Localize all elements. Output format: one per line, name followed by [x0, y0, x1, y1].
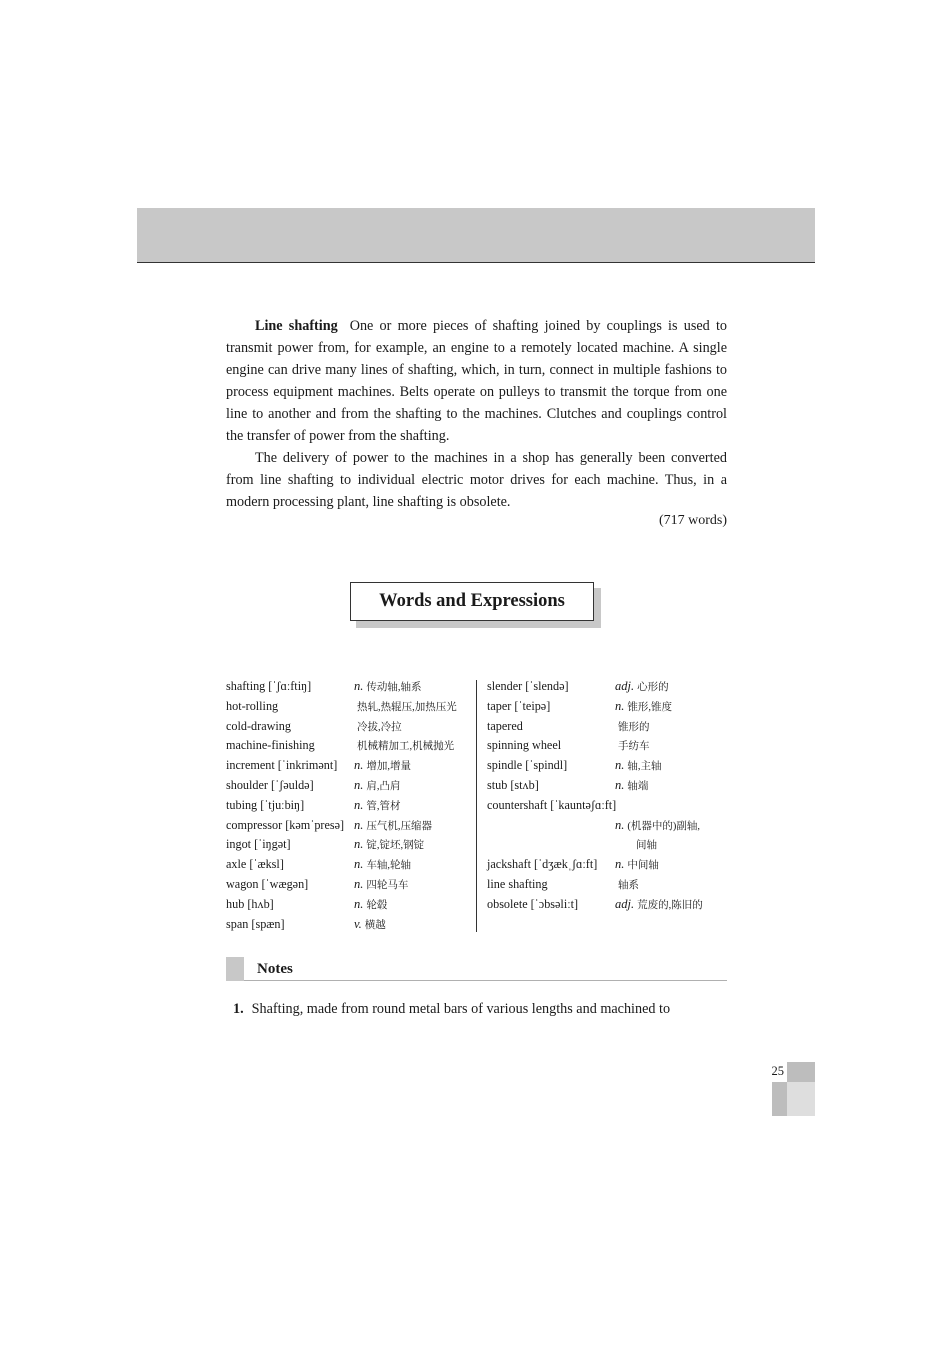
vocab-entry	[226, 915, 470, 935]
vocab-word: cold-drawing	[226, 718, 291, 733]
vocab-entry	[487, 717, 727, 737]
note-text: Shafting, made from round metal bars of various lengths and machined to	[251, 1001, 671, 1017]
page-decor-square	[787, 1082, 815, 1116]
vocab-definition: adj. 荒废的,陈旧的	[615, 896, 703, 911]
vocab-definition: n. 四轮马车	[354, 876, 409, 891]
word-count: (717 words)	[658, 513, 727, 528]
vocab-entry	[487, 835, 727, 855]
vocab-definition: n. 肩,凸肩	[354, 777, 401, 792]
vocab-entry	[226, 816, 470, 836]
vocab-word: obsolete [ˈɔbsəliːt]	[487, 896, 579, 911]
vocab-word: countershaft [ˈkauntəʃɑːft]	[487, 797, 617, 812]
paragraph-1-text: One or more pieces of shafting joined by couplings is used to transmit power from, for example, an engine to a remotely located machine. A single engine can drive many lines of shafting, which, in turn, connect in multiple fashions to process equipment machines. Belts operate on pulleys to transmit the torque from one line to another and from the shafting to the machines. Clutches and couplings control the transfer of power from the shafting.	[226, 318, 727, 444]
notes-rule	[244, 980, 727, 981]
vocab-word: span [spæn]	[226, 916, 285, 931]
vocab-word: increment [ˈinkrimənt]	[226, 758, 338, 773]
note-number: 1.	[233, 1001, 244, 1017]
vocab-word: spindle [ˈspindl]	[487, 758, 568, 773]
vocab-word: machine-finishing	[226, 738, 315, 753]
vocab-word: slender [ˈslendə]	[487, 679, 569, 693]
vocab-word: line shafting	[487, 876, 548, 891]
vocab-definition: 间轴	[636, 840, 657, 852]
vocab-definition: n. 管,管材	[354, 797, 401, 812]
page-number: 25	[771, 1064, 784, 1078]
page-decor-square	[772, 1082, 787, 1116]
section-title-words-and-expressions: Words and Expressions	[350, 582, 594, 621]
vocab-word: hub [hʌb]	[226, 896, 274, 911]
vocab-entry	[226, 776, 470, 796]
vocab-definition: n. 增加,增量	[354, 758, 411, 773]
paragraph-power-delivery	[226, 447, 727, 513]
vocab-entry	[226, 677, 470, 697]
vocab-definition	[615, 796, 618, 817]
vocab-entry	[487, 875, 727, 895]
vocab-word: wagon [ˈwægən]	[226, 876, 309, 891]
vocab-entry	[487, 895, 727, 915]
vocab-definition: n. 传动轴,轴系	[354, 679, 422, 693]
vocab-word: tapered	[487, 718, 523, 733]
vocab-entry	[487, 697, 727, 717]
vocab-entry	[487, 756, 727, 776]
vocab-definition: n. 轴端	[615, 777, 649, 792]
note-item-1	[233, 998, 727, 1020]
notes-heading: Notes	[257, 961, 293, 977]
vocab-definition: 热轧,热辊压,加热压光	[357, 701, 457, 713]
vocab-word: tubing [ˈtjuːbiŋ]	[226, 797, 305, 812]
vocab-definition: 锥形的	[618, 721, 650, 733]
vocab-entry	[226, 697, 470, 717]
vocab-column-left	[226, 677, 470, 934]
vocab-entry	[226, 756, 470, 776]
vocab-definition: n. 中间轴	[615, 857, 659, 872]
vocab-entry	[487, 796, 727, 816]
vocab-definition: v. 横越	[354, 916, 386, 931]
chapter-header-band	[137, 208, 815, 263]
vocab-word: shafting [ˈʃɑːftiŋ]	[226, 679, 312, 693]
vocab-definition: adj. 心形的	[615, 679, 669, 693]
vocab-word: hot-rolling	[226, 698, 279, 713]
vocab-column-divider	[476, 680, 477, 932]
vocab-entry	[226, 875, 470, 895]
vocab-definition: n. 锭,锭坯,钢锭	[354, 837, 425, 852]
paragraph-line-shafting	[226, 315, 727, 447]
vocab-word: ingot [ˈiŋgət]	[226, 837, 291, 852]
vocab-definition: n. 轴,主轴	[615, 758, 662, 773]
vocab-entry	[226, 855, 470, 875]
vocab-word: jackshaft [ˈdʒækˌʃɑːft]	[487, 857, 598, 872]
vocab-word: compressor [kəmˈpresə]	[226, 817, 345, 832]
vocab-word: taper [ˈteipə]	[487, 698, 551, 713]
vocab-definition: 冷拔,冷拉	[357, 721, 402, 733]
vocab-entry	[226, 736, 470, 756]
vocab-entry	[487, 776, 727, 796]
vocab-entry	[487, 736, 727, 756]
page-decor-square	[787, 1062, 815, 1082]
vocab-entry	[226, 717, 470, 737]
vocab-definition: n. 锥形,锥度	[615, 698, 672, 713]
vocab-definition: n. 车轴,轮轴	[354, 857, 411, 872]
vocab-word: shoulder [ˈʃəuldə]	[226, 777, 314, 792]
vocab-column-right	[487, 677, 727, 915]
vocab-entry	[487, 855, 727, 875]
vocab-definition: 机械精加工,机械抛光	[357, 741, 455, 753]
vocab-entry	[226, 895, 470, 915]
vocab-definition: 轴系	[618, 879, 639, 891]
vocab-entry	[487, 677, 727, 697]
vocab-entry	[226, 796, 470, 816]
vocab-word: spinning wheel	[487, 738, 562, 753]
vocab-definition: n. 轮毂	[354, 896, 388, 911]
vocab-word: stub [stʌb]	[487, 777, 539, 792]
vocab-definition: 手纺车	[618, 741, 650, 753]
vocab-entry	[226, 835, 470, 855]
vocab-definition: n. 压气机,压缩器	[354, 817, 432, 832]
term-line-shafting: Line shafting	[255, 318, 338, 334]
vocab-entry	[487, 816, 727, 836]
vocab-word: axle [ˈæksl]	[226, 857, 284, 872]
vocab-definition: n. (机器中的)副轴,	[615, 817, 700, 832]
notes-marker	[226, 957, 244, 981]
paragraph-2-text: The delivery of power to the machines in a shop has generally been converted from line shafting to individual electric motor drives for each machine. Thus, in a modern processing plant, line shafting is obsolete.	[226, 450, 727, 510]
